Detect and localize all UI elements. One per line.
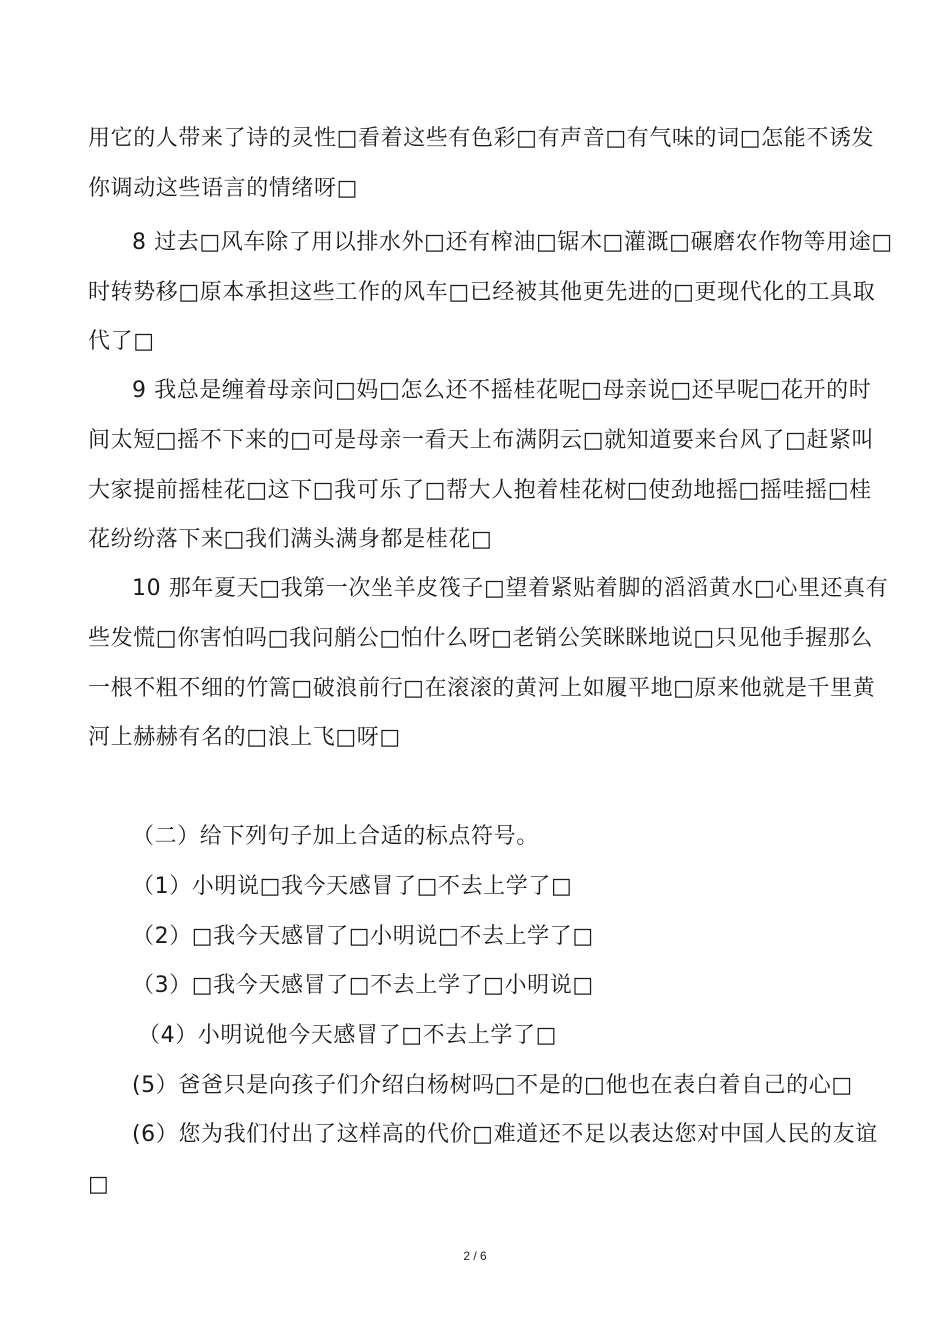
exercise-5: (5）爸爸只是向孩子们介绍白杨树吗□不是的□他也在表白着自己的心□	[132, 1073, 853, 1098]
paragraph-7-line-1: 用它的人带来了诗的灵性□看着这些有色彩□有声音□有气味的词□怎能不诱发	[88, 126, 875, 151]
paragraph-9-line-1: 9 我总是缠着母亲问□妈□怎么还不摇桂花呢□母亲说□还早呢□花开的时	[132, 378, 872, 403]
paragraph-7-line-2: 你调动这些语言的情绪呀□	[88, 176, 358, 201]
paragraph-10-line-4: 河上赫赫有名的□浪上飞□呀□	[88, 725, 401, 750]
exercise-2: （2）□我今天感冒了□小明说□不去上学了□	[132, 924, 594, 949]
exercise-4: （4）小明说他今天感冒了□不去上学了□	[138, 1023, 557, 1048]
exercise-3: （3）□我今天感冒了□不去上学了□小明说□	[132, 973, 594, 998]
exercise-1: （1）小明说□我今天感冒了□不去上学了□	[132, 874, 573, 899]
paragraph-10-line-1: 10 那年夏天□我第一次坐羊皮筏子□望着紧贴着脚的滔滔黄水□心里还真有	[132, 576, 889, 601]
paragraph-9-line-2: 间太短□摇不下来的□可是母亲一看天上布满阴云□就知道要来台风了□赶紧叫	[88, 428, 875, 453]
paragraph-9-line-3: 大家提前摇桂花□这下□我可乐了□帮大人抱着桂花树□使劲地摇□摇哇摇□桂	[88, 478, 872, 503]
paragraph-10-line-2: 些发慌□你害怕吗□我问艄公□怕什么呀□老销公笑眯眯地说□只见他手握那么	[88, 626, 873, 651]
paragraph-8-line-1: 8 过去□风车除了用以排水外□还有榨油□锯木□灌溉□碾磨农作物等用途□	[132, 230, 893, 255]
paragraph-10-line-3: 一根不粗不细的竹篙□破浪前行□在滚滚的黄河上如履平地□原来他就是千里黄	[88, 676, 876, 701]
paragraph-8-line-3: 代了□	[88, 329, 155, 354]
page-number: 2 / 6	[463, 1249, 487, 1263]
section-2-heading: （二）给下列句子加上合适的标点符号。	[132, 824, 539, 849]
paragraph-9-line-4: 花纷纷落下来□我们满头满身都是桂花□	[88, 527, 493, 552]
paragraph-8-line-2: 时转势移□原本承担这些工作的风车□已经被其他更先进的□更现代化的工具取	[88, 280, 876, 305]
exercise-6-line-1: (6）您为我们付出了这样高的代价□难道还不足以表达您对中国人民的友谊	[132, 1122, 878, 1147]
exercise-6-line-2: □	[88, 1172, 110, 1197]
